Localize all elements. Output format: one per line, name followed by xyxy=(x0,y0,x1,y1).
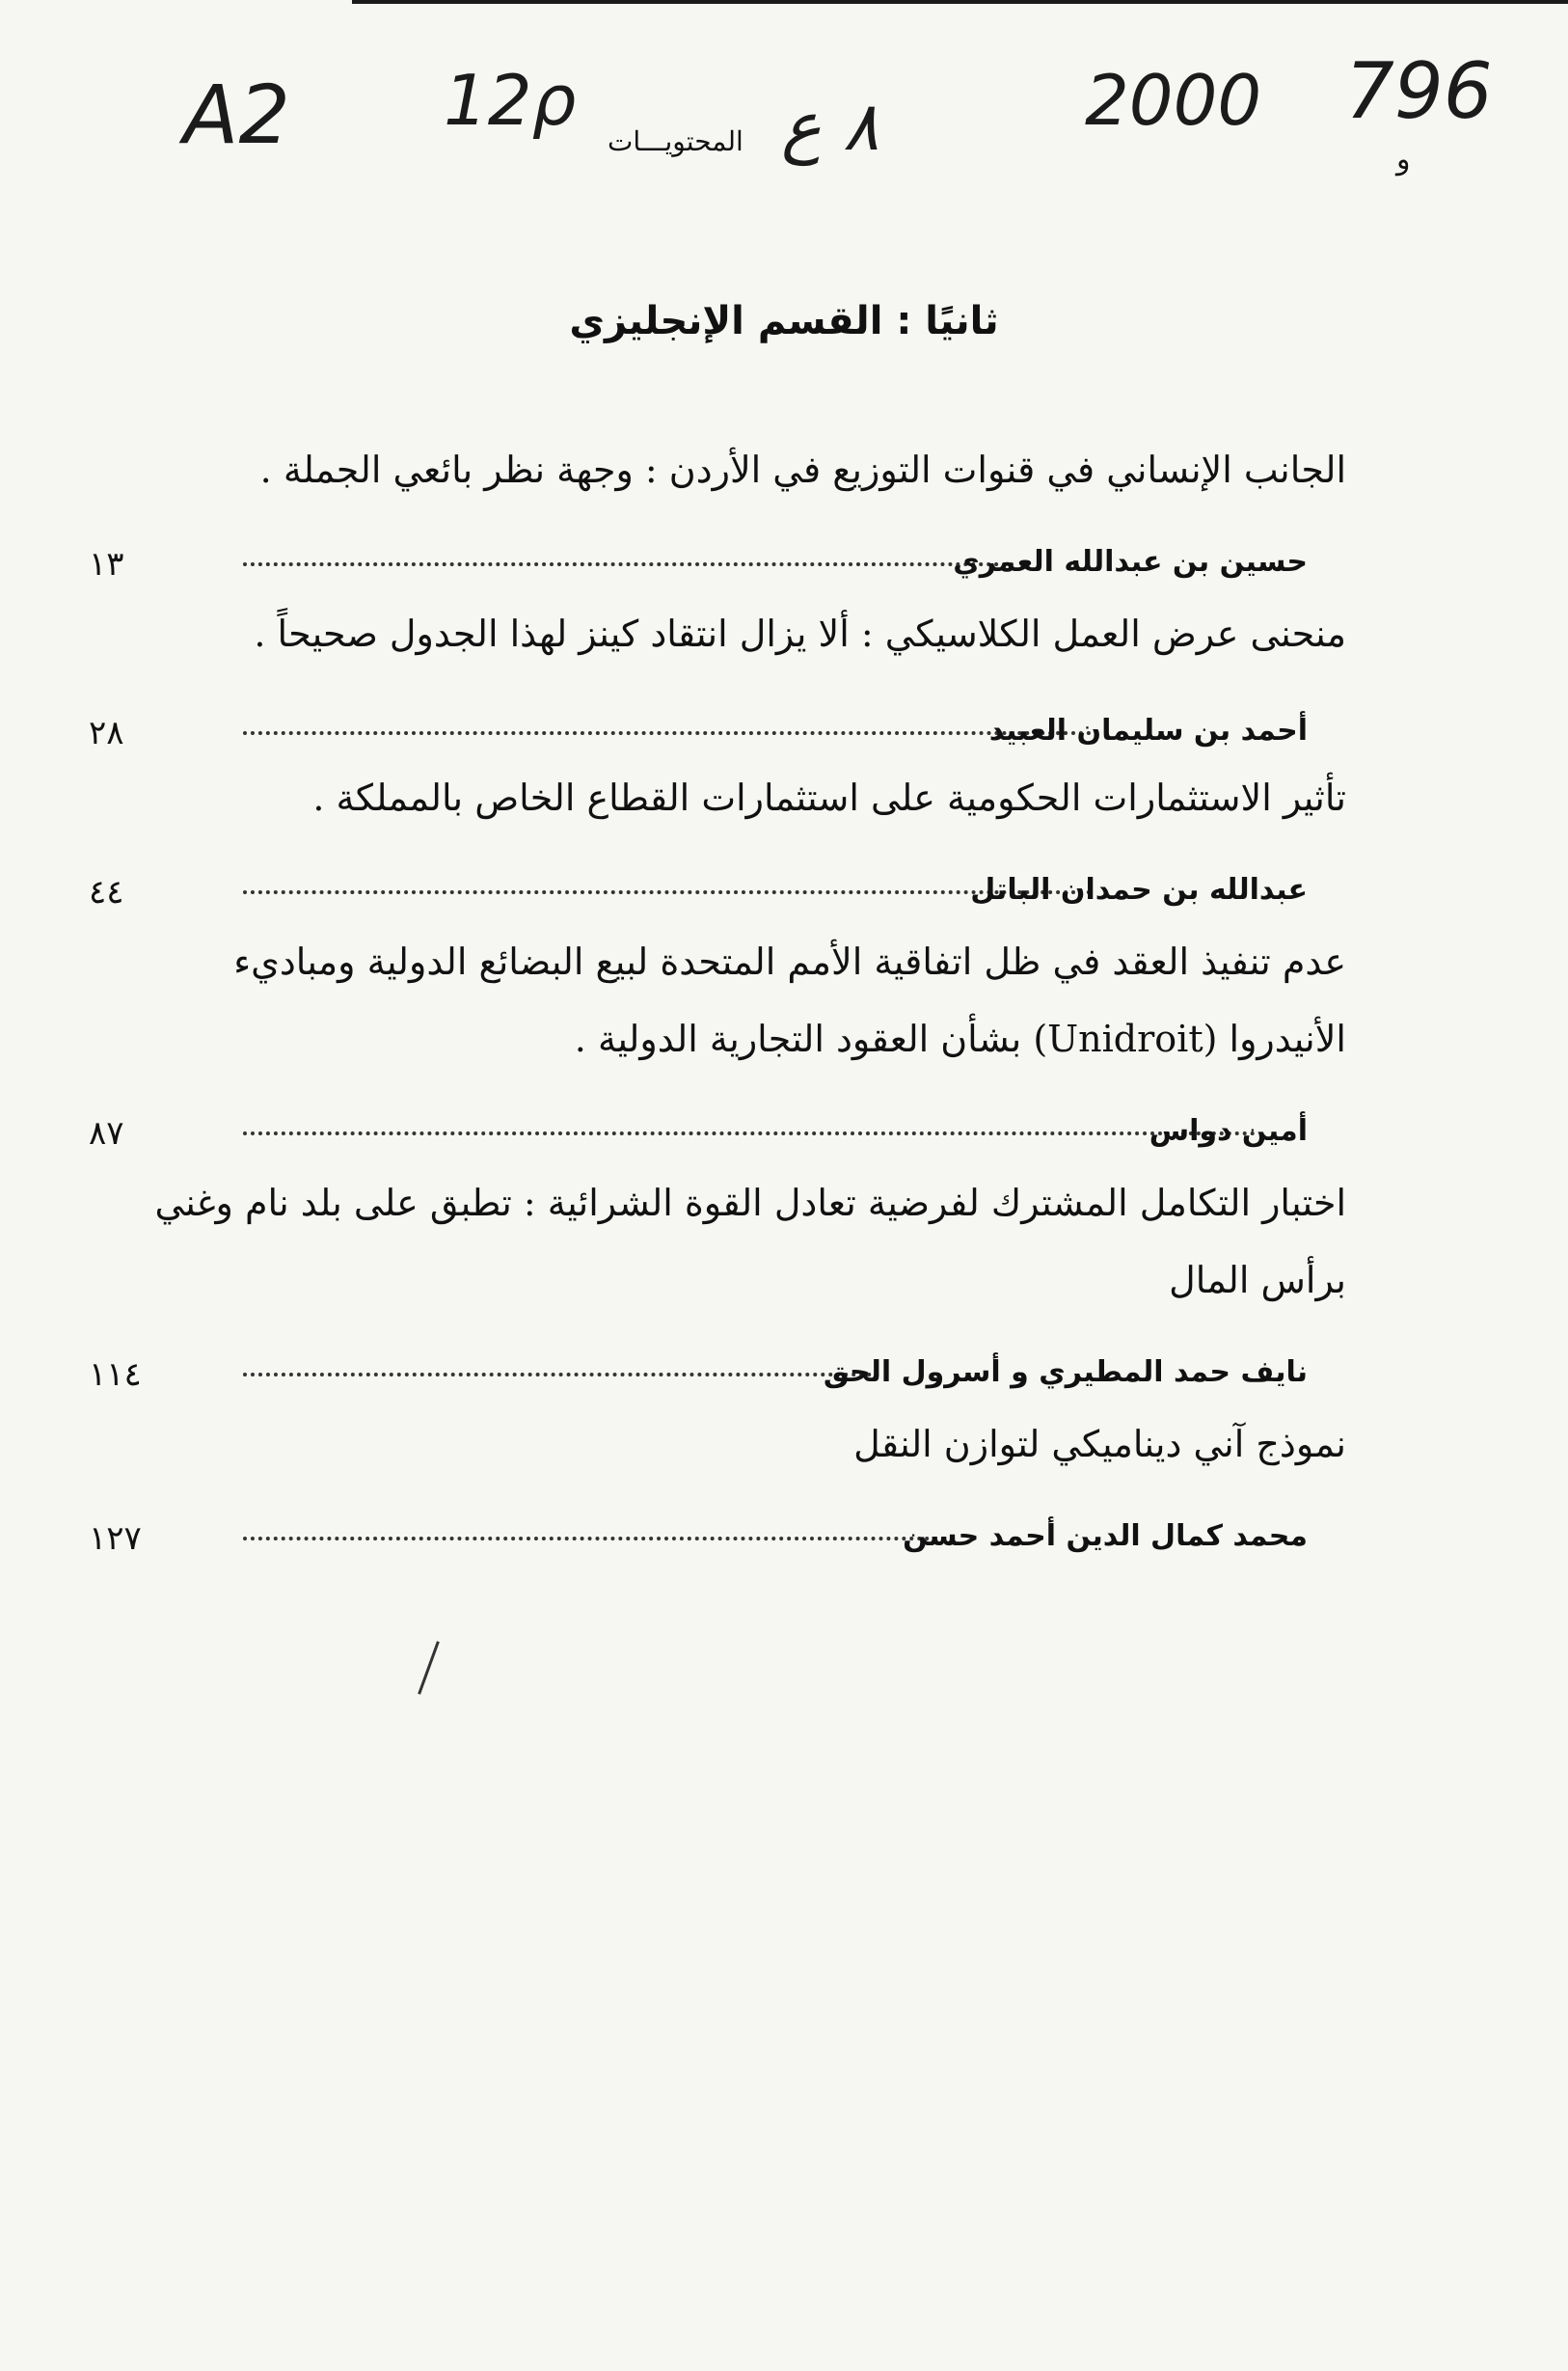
entry-5-page: ١١٤ xyxy=(89,1355,142,1394)
entry-4-title-line-1: عدم تنفيذ العقد في ظل اتفاقية الأمم المتحدة لبيع البضائع الدولية ومباديء xyxy=(233,940,1346,983)
handwritten-code-a: A2 xyxy=(183,68,290,162)
entry-4-page: ٨٧ xyxy=(89,1114,124,1153)
entry-6-author-row xyxy=(89,1519,1346,1567)
entry-2-author-row xyxy=(89,714,1346,762)
entry-1-author-row xyxy=(89,545,1346,593)
entry-3-page: ٤٤ xyxy=(89,873,124,912)
pencil-stroke xyxy=(418,1641,440,1695)
entry-2-author: أحمد بن سليمان العبيد xyxy=(988,714,1308,748)
entry-1-author: حسين بن عبدالله العمري xyxy=(953,545,1308,579)
entry-6-title-line-1: نموذج آني ديناميكي لتوازن النقل xyxy=(853,1423,1346,1465)
handwritten-code-c: ٨ ع xyxy=(781,87,879,166)
entry-5-title-line-2: برأس المال xyxy=(1169,1259,1346,1301)
entry-4-author: أمين دواس xyxy=(1149,1114,1308,1148)
entry-5-author-row xyxy=(89,1355,1346,1404)
entry-6-leader-dots xyxy=(243,1537,937,1540)
entry-3-leader-dots xyxy=(243,890,1092,894)
entry-4-author-row xyxy=(89,1114,1346,1162)
entry-4-title-line-2: الأنيدروا (Unidroit) بشأن العقود التجارية الدولية . xyxy=(574,1018,1346,1060)
entry-5-author: نايف حمد المطيري و أسرول الحق xyxy=(823,1355,1308,1389)
entry-6-page: ١٢٧ xyxy=(89,1519,142,1558)
page-marker: و xyxy=(1396,143,1411,177)
entry-2-page: ٢٨ xyxy=(89,714,124,752)
entry-1-title-line-1: الجانب الإنساني في قنوات التوزيع في الأردن : وجهة نظر بائعي الجملة . xyxy=(259,449,1346,491)
entry-3-author-row xyxy=(89,873,1346,921)
entry-1-leader-dots xyxy=(243,562,1014,566)
entry-2-leader-dots xyxy=(243,731,1092,735)
entry-4-leader-dots xyxy=(243,1131,1256,1135)
entry-2-title-line-1: منحنى عرض العمل الكلاسيكي : ألا يزال انتقاد كينز لهذا الجدول صحيحاً . xyxy=(254,613,1346,655)
top-rule xyxy=(352,0,1568,4)
entry-1-page: ١٣ xyxy=(89,545,124,584)
entry-3-author: عبدالله بن حمدان الباتل xyxy=(970,873,1308,907)
entry-6-author: محمد كمال الدين أحمد حسن xyxy=(903,1519,1308,1553)
handwritten-code-b: 12ρ xyxy=(444,60,577,141)
handwritten-year: 2000 xyxy=(1085,60,1262,141)
entry-5-leader-dots xyxy=(243,1373,879,1376)
handwritten-number: 796 xyxy=(1345,46,1493,136)
contents-label: المحتويـــات xyxy=(608,125,743,157)
entry-3-title-line-1: تأثير الاستثمارات الحكومية على استثمارات القطاع الخاص بالمملكة . xyxy=(312,777,1346,819)
entry-5-title-line-1: اختبار التكامل المشترك لفرضية تعادل القوة الشرائية : تطبق على بلد نام وغني xyxy=(154,1182,1346,1224)
section-title: ثانيًا : القسم الإنجليزي xyxy=(569,299,999,343)
